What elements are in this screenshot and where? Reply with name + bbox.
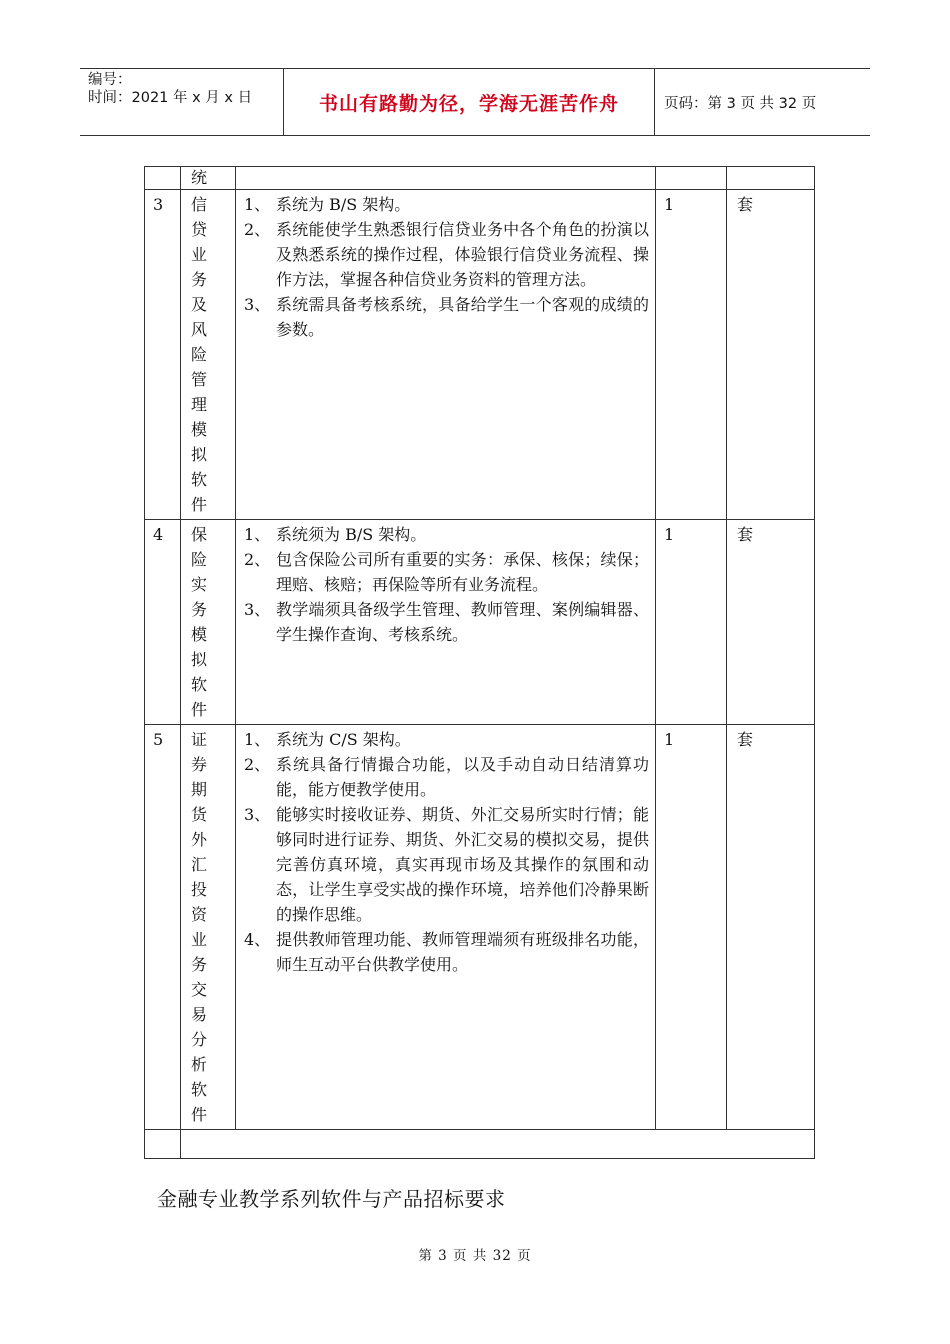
requirement-item: 4、 提供教师管理功能、教师管理端须有班级排名功能，师生互动平台供教学使用。 (244, 930, 649, 974)
header-divider (654, 69, 655, 135)
requirement-item: 2、 系统具备行情撮合功能，以及手动自动日结清算功能，能方便教学使用。 (244, 755, 649, 799)
section-title: 金融专业教学系列软件与产品招标要求 (157, 1187, 506, 1211)
item-name: 证券期货外汇投资业务交易分析软件 (191, 730, 208, 1124)
item-quantity: 1 (656, 725, 727, 1130)
requirement-item: 2、 包含保险公司所有重要的实务：承保、核保；续保；理赔、核赔；再保险等所有业务流程。 (244, 550, 649, 594)
item-name: 保险实务模拟软件 (191, 525, 208, 719)
table-row (145, 190, 815, 520)
item-number: 3 (145, 190, 181, 520)
serial-label: 编号： (88, 72, 132, 88)
item-quantity: 1 (656, 520, 727, 725)
item-unit: 套 (727, 520, 815, 725)
requirement-item: 1、 系统须为 B/S 架构。 (244, 525, 427, 544)
requirement-item: 3、 能够实时接收证券、期货、外汇交易所实时行情；能够同时进行证券、期货、外汇交易的模拟交易，提供完善仿真环境，真实再现市场及其操作的氛围和动态，让学生享受实战的操作环境，培养他们冷静果断的操作思维。 (244, 805, 649, 924)
page-footer: 第 3 页 共 32 页 (418, 1248, 532, 1264)
requirements-table (144, 166, 815, 1159)
item-requirements (236, 725, 656, 1130)
requirement-item: 3、 教学端须具备级学生管理、教师管理、案例编辑器、学生操作查询、考核系统。 (244, 600, 649, 644)
table-row (145, 520, 815, 725)
item-requirements (236, 520, 656, 725)
header-page-info: 页码：第 3 页 共 32 页 (664, 95, 817, 112)
item-quantity: 1 (656, 190, 727, 520)
item-requirements (236, 190, 656, 520)
requirement-item: 3、 系统需具备考核系统，具备给学生一个客观的成绩的参数。 (244, 295, 649, 339)
header-meta (88, 71, 278, 107)
table-row (145, 725, 815, 1130)
item-name: 信贷业务及风险管理模拟软件 (191, 195, 208, 514)
item-unit: 套 (727, 725, 815, 1130)
page-header (80, 68, 870, 136)
requirement-item: 1、 系统为 C/S 架构。 (244, 730, 411, 749)
table-row (145, 1130, 815, 1159)
table-row (145, 167, 815, 190)
item-number: 5 (145, 725, 181, 1130)
requirement-item: 1、 系统为 B/S 架构。 (244, 195, 411, 214)
date-label: 时间：2021 年 x 月 x 日 (88, 90, 253, 106)
item-unit: 套 (727, 190, 815, 520)
item-number: 4 (145, 520, 181, 725)
item-name-continued: 统 (181, 167, 236, 190)
header-motto: 书山有路勤为径，学海无涯苦作舟 (318, 92, 619, 115)
requirement-item: 2、 系统能使学生熟悉银行信贷业务中各个角色的扮演以及熟悉系统的操作过程，体验银行信贷业务流程、操作方法，掌握各种信贷业务资料的管理方法。 (244, 220, 649, 289)
